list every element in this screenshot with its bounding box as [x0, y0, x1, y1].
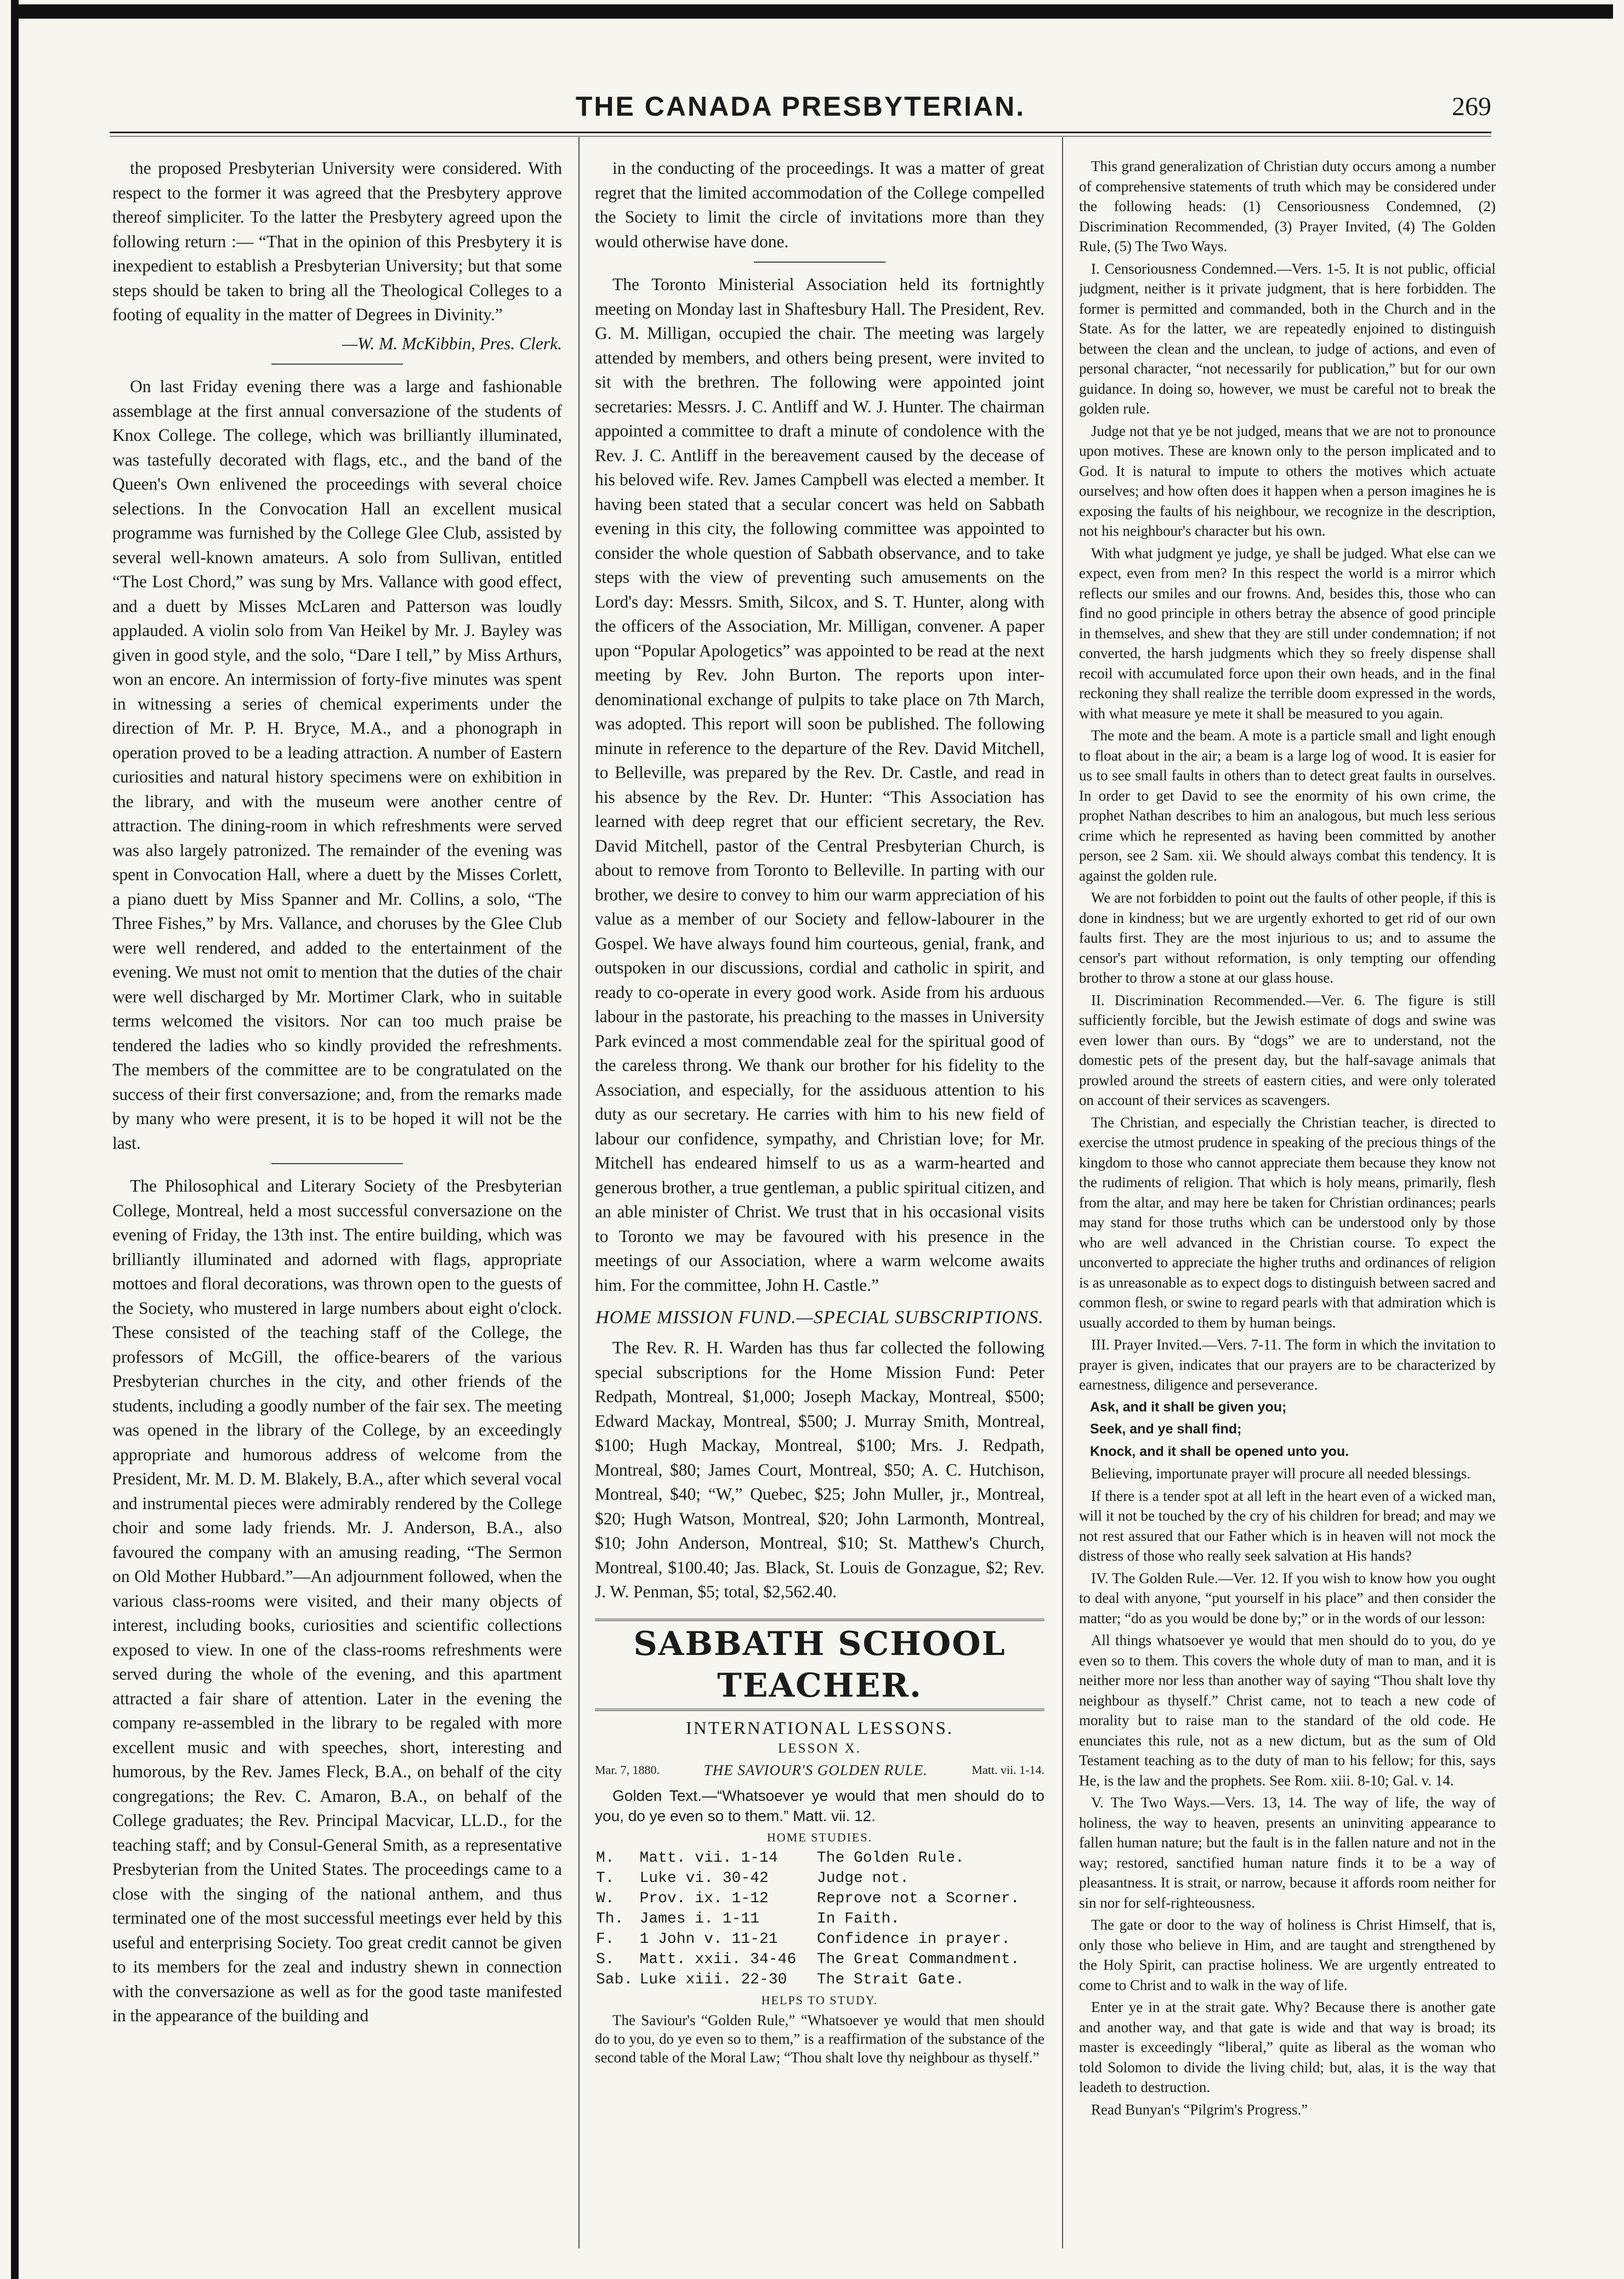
- study-day: Sab.: [596, 1971, 633, 1988]
- page-number: 269: [1452, 92, 1491, 121]
- column-3: [1079, 156, 1496, 2262]
- article-divider: [754, 262, 885, 263]
- believing-prayer-paragraph: Believing, importunate prayer will procure all needed blessings.: [1091, 1465, 1471, 1482]
- study-reference: Matt. xxii. 34-46: [639, 1951, 797, 1968]
- study-day: Th.: [596, 1910, 624, 1927]
- christian-teacher-paragraph: The Christian, and especially the Christian teacher, is directed to exercise the utmost prudence in speaking of the precious things of the kingdom to those who cannot appreciate them because they know not the rudiments of religion. That which is holy means, primarily, flesh from the altar, and may here be taken for Christian ordinances; pearls may stand for those truths which can be understood only by those who are well advanced in the Christian course. To expect the unconverted to appreciate the higher truths and ordinances of religion is as unreasonable as to expect dogs to distinguish between sacred and common flesh, or swine to regard pearls with that admiration which is usually accorded to them by human beings.: [1079, 1114, 1496, 1331]
- lesson-title-line: [595, 1762, 1044, 1779]
- study-topic: Judge not.: [816, 1869, 909, 1887]
- study-reference: Luke xiii. 22-30: [639, 1971, 787, 1988]
- judge-not-paragraph: Judge not that ye be not judged, means that we are not to pronounce upon motives. These are known only to the person implicated and to God. It is natural to impute to others the motives which actuate ourselves; and how often does it happen when a person imagines he is exposing the faults of his neighbour, we recognize in the description, not his neighbour's character but his own.: [1079, 422, 1496, 539]
- prayer-invited-paragraph: III. Prayer Invited.—Vers. 7-11. The form in which the invitation to prayer is given, indicates that our prayers are to be characterized by earnestness, diligence and perseverance.: [1079, 1336, 1496, 1393]
- study-reference: Matt. vii. 1-14: [639, 1849, 778, 1867]
- lesson-number: LESSON X.: [777, 1741, 861, 1756]
- study-reference: Prov. ix. 1-12: [639, 1890, 769, 1907]
- column-separator: [578, 137, 580, 2248]
- home-studies-heading: HOME STUDIES.: [766, 1830, 873, 1844]
- table-row: [595, 1889, 1044, 1909]
- article-knox-college-paragraph: On last Friday evening there was a large and fashionable assemblage at the first annual conversazione of the students of Knox College. The college, which was brilliantly illuminated, was tastefully decorated with flags, etc., and the band of the Queen's Own enlivened the proceedings with several choice selections. In the Convocation Hall an excellent musical programme was furnished by the College Glee Club, assisted by several well-known amateurs. A solo from Sullivan, entitled “The Lost Chord,” was sung by Mrs. Vallance with good effect, and a duett by Misses McLaren and Patterson was loudly applauded. A violin solo from Van Heikel by Mr. J. Bayley was given in good style, and the solo, “Dare I tell,” by Miss Arthurs, won an encore. An intermission of forty-five minutes was spent in witnessing a series of chemical experiments under the direction of Mr. P. H. Bryce, M.A., and a phonograph in operation proved to be a leading attraction. A number of Eastern curiosities and natural history specimens were on exhibition in the library, and with the museum were another centre of attraction. The dining-room in which refreshments were served was also largely patronized. The remainder of the evening was spent in Convocation Hall, where a duett by the Misses Corlett, a piano duett by Miss Spanner and Mr. Collins, a solo, “The Three Fishes,” by Mrs. Vallance, and choruses by the Glee Club were well rendered, and added to the entertainment of the evening. We must not omit to mention that the duties of the chair were well discharged by Mr. Mortimer Clark, who in suitable terms welcomed the visitors. Nor can too much praise be tendered the ladies who so kindly provided the refreshments. The members of the committee are to be congratulated on the success of their first conversazione; and, from the remarks made by many who were present, it is to be hoped it will not be the last.: [112, 377, 562, 1153]
- scan-edge: [11, 0, 19, 2279]
- table-row: [595, 1949, 1044, 1970]
- article-divider: [271, 1163, 403, 1164]
- mote-and-beam-paragraph: The mote and the beam. A mote is a particle small and light enough to float about in the air; a beam is a large log of wood. It is easier for us to see small faults in others than to detect great faults in ourselves. In order to get David to see the enormity of his own crime, the prophet Nathan describes to him an analogous, but much less serious crime which he represented as having been committed by another person, see 2 Sam. xii. We should always combat this tendency. It is against the golden rule.: [1079, 727, 1496, 884]
- study-reference: Luke vi. 30-42: [639, 1869, 769, 1887]
- table-row: [595, 1929, 1044, 1949]
- study-topic: The Strait Gate.: [816, 1971, 964, 1988]
- gate-paragraph: The gate or door to the way of holiness is Christ Himself, that is, only those who believe in Him, and are taught and strengthened by the Holy Spirit, can practise holiness. We are urgently entreated to come to Christ and to walk in the way of life.: [1079, 1917, 1496, 1993]
- study-day: W.: [596, 1890, 615, 1907]
- discrimination-paragraph: II. Discrimination Recommended.—Ver. 6. The figure is still sufficiently forcible, but the Jewish estimate of dogs and swine was even lower than ours. By “dogs” we are to understand, not the domestic pets of the present day, but the half-savage animals that prowled around the streets of eastern cities, and were only tolerated on account of their services as scavengers.: [1079, 991, 1496, 1108]
- study-topic: The Golden Rule.: [816, 1849, 964, 1867]
- lesson-date: Mar. 7, 1880.: [595, 1763, 660, 1777]
- header-rule: [110, 132, 1491, 133]
- lesson-reference: Matt. vii. 1-14.: [972, 1763, 1044, 1777]
- section-heading-home-mission: HOME MISSION FUND.—SPECIAL SUBSCRIPTIONS.: [595, 1307, 1044, 1328]
- strait-gate-paragraph: Enter ye in at the strait gate. Why? Because there is another gate and another way, and that gate is wide and that way is broad; its master is exceedingly “liberal,” quite as liberal as the woman who told Solomon to divide the living child; but, alas, it is the way that leadeth to destruction.: [1079, 1999, 1496, 2095]
- verse-line: Knock, and it shall be opened unto you.: [1090, 1443, 1349, 1459]
- article-ministerial-association-paragraph: The Toronto Ministerial Association held its fortnightly meeting on Monday last in Shaftesbury Hall. The President, Rev. G. M. Milligan, occupied the chair. The meeting was largely attended by members, and others being present, were invited to sit with the brethren. The following were appointed joint secretaries: Messrs. J. C. Antliff and W. J. Hunter. The chairman appointed a committee to draft a minute of condolence with the Rev. J. C. Antliff in the bereavement caused by the decease of his beloved wife. Rev. James Campbell was elected a member. It having been stated that a secular concert was held on Sabbath evening in this city, the following committee was appointed to consider the whole question of Sabbath observance, and to take steps with the view of preventing such amusements on the Lord's day: Messrs. Smith, Silcox, and S. T. Hunter, along with the officers of the Association, Mr. Milligan, convener. A paper upon “Popular Apologetics” was appointed to be read at the next meeting by Rev. John Burton. The reports upon inter-denominational exchange of pulpits to take place on 7th March, was adopted. This report will soon be published. The following minute in reference to the departure of the Rev. David Mitchell, to Belleville, was prepared by the Rev. Dr. Castle, and read in his absence by the Rev. Dr. Hunter: “This Association has learned with deep regret that our efficient secretary, the Rev. David Mitchell, pastor of the Central Presbyterian Church, is about to remove from Toronto to Belleville. In parting with our brother, we desire to convey to him our warm appreciation of his value as a member of our Society and fellow-labourer in the Gospel. We have always found him courteous, genial, frank, and outspoken in our discussions, cordial and catholic in spirit, and ready to co-operate in every good work. Aside from his arduous labour in the pastorate, his preaching to the masses in University Park evinced a most commendable zeal for the spiritual good of the careless throng. We thank our brother for his fidelity to the Association, and especially, for the assiduous attention to his duty as our secretary. He carries with him to his new field of labour our confidence, sympathy, and Christian love; for Mr. Mitchell has endeared himself to us as a warm-hearted and generous brother, a true gentleman, a public spiritual citizen, and an able minister of Christ. We trust that in his occasional visits to Toronto we may be favoured with his presence in the meetings of our Association, where a warm welcome awaits him. For the committee, John H. Castle.”: [595, 275, 1044, 1295]
- column-1: [112, 156, 562, 2262]
- lesson-title: THE SAVIOUR'S GOLDEN RULE.: [703, 1761, 928, 1778]
- golden-text: Golden Text.—“Whatsoever ye would that men should do to you, do ye even so to them.” Matt. vii. 12.: [595, 1787, 1044, 1824]
- newspaper-title: THE CANADA PRESBYTERIAN.: [575, 91, 1026, 122]
- lesson-intro-paragraph: This grand generalization of Christian duty occurs among a number of comprehensive statements of truth which may be considered under the following heads: (1) Censoriousness Condemned, (2) Discrimination Recommended, (3) Prayer Invited, (4) The Golden Rule, (5) The Two Ways.: [1079, 158, 1496, 254]
- verse-line: Ask, and it shall be given you;: [1090, 1399, 1287, 1415]
- article-divider: [271, 364, 403, 365]
- article-presbytery-paragraph: the proposed Presbyterian University were considered. With respect to the former it was agreed that the Presbytery approve thereof simpliciter. To the latter the Presbytery agreed upon the following return :— “That in the opinion of this Presbytery it is inexpedient to establish a Presbyterian University; but that some steps should be taken to bring all the Theological Colleges to a footing of equality in the matter of Degrees in Divinity.”: [112, 158, 562, 324]
- study-reference: 1 John v. 11-21: [639, 1930, 778, 1948]
- two-ways-paragraph: V. The Two Ways.—Vers. 13, 14. The way of life, the way of holiness, the way to heaven, presents an uninviting appearance to fallen human nature; but the fault is in the fallen nature and not in the way; restored, sanctified human nature finds it to be a way of pleasantness. It is strait, or narrow, because it affords room neither for sin nor for self-righteousness.: [1079, 1794, 1496, 1911]
- helps-to-study-heading: HELPS TO STUDY.: [761, 1993, 878, 2007]
- article-continued-paragraph: in the conducting of the proceedings. It was a matter of great regret that the limited accommodation of the College compelled the Society to limit the circle of invitations more than they would otherwise have done.: [595, 158, 1044, 251]
- study-topic: The Great Commandment.: [816, 1951, 1020, 1968]
- scan-top-bar: [11, 4, 1613, 19]
- study-topic: Confidence in prayer.: [816, 1930, 1010, 1948]
- column-2: [595, 156, 1044, 2262]
- faults-paragraph: We are not forbidden to point out the faults of other people, if this is done in kindness; but we are urgently exhorted to get rid of our own faults first. They are the most injurious to us; and to assume the censor's part without reformation, is only tempting our offending brother to throw a stone at our glass house.: [1079, 889, 1496, 986]
- tender-spot-paragraph: If there is a tender spot at all left in the heart even of a wicked man, will it not be touched by the cry of his children for bread; and may we not rest assured that our Father which is in heaven will not mock the distress of those who really seek salvation at His hands?: [1079, 1487, 1496, 1564]
- table-row: [595, 1909, 1044, 1929]
- verse-line: Seek, and ye shall find;: [1090, 1421, 1242, 1437]
- study-day: T.: [596, 1869, 615, 1887]
- page-header: [110, 90, 1491, 129]
- study-topic: In Faith.: [816, 1910, 900, 1927]
- study-day: M.: [596, 1849, 615, 1867]
- study-day: S.: [596, 1951, 615, 1968]
- study-reference: James i. 1-11: [639, 1910, 759, 1927]
- censoriousness-paragraph: I. Censoriousness Condemned.—Vers. 1-5. It is not public, official judgment, neither is it private judgment, that is here forbidden. The former is permitted and commanded, both in the Church and in the State. As for the latter, we are repeatedly enjoined to distinguish between the clean and the unclean, to judge of actions, and even of personal character, “not necessarily for publication,” but for our own guidance. In doing so, however, we must be careful not to break the golden rule.: [1079, 260, 1496, 417]
- home-studies-table: [595, 1848, 1044, 1990]
- table-row: [595, 1848, 1044, 1868]
- international-lessons-heading: INTERNATIONAL LESSONS.: [685, 1718, 954, 1738]
- article-montreal-society-paragraph: The Philosophical and Literary Society of the Presbyterian College, Montreal, held a most successful conversazione on the evening of Friday, the 13th inst. The entire building, which was brilliantly illuminated and adorned with flags, appropriate mottoes and floral decorations, was thrown open to the guests of the Society, who mustered in large numbers about eight o'clock. These consisted of the teaching staff of the College, the professors of McGill, the office-bearers of the various Presbyterian churches in the city, and other friends of the students, including a goodly number of the fair sex. The meeting was opened in the library of the College, by an exceedingly appropriate and humorous address of welcome from the President, Mr. M. D. M. Blakely, B.A., after which several vocal and instrumental pieces were admirably rendered by the College choir and some lady friends. Mr. J. Anderson, B.A., also favoured the company with an amusing reading, “The Sermon on Old Mother Hubbard.”—An adjournment followed, when the various class-rooms were visited, and their many objects of interest, including books, curiosities and scientific collections exposed to view. In one of the class-rooms refreshments were served during the whole of the evening, and this apartment attracted a fair share of attention. Later in the evening the company re-assembled in the library to be regaled with more excellent music and with speeches, short, interesting and humorous, by the Rev. James Fleck, B.A., on behalf of the city congregations; the Rev. C. Amaron, B.A., on behalf of the College graduates; the Rev. Principal Macvicar, LL.D., for the teaching staff; and by Consul-General Smith, as a representative Presbyterian from the United States. The proceedings came to a close with the singing of the national anthem, and thus terminated one of the most successful meetings ever held by this useful and enterprising Society. Too great credit cannot be given to its members for the zeal and industry shewn in connection with the conversazione as well as for the good taste manifested in the appearance of the building and: [112, 1176, 562, 2025]
- read-bunyan-paragraph: Read Bunyan's “Pilgrim's Progress.”: [1091, 2101, 1308, 2118]
- table-row: [595, 1868, 1044, 1889]
- column-separator: [1062, 137, 1063, 2248]
- sabbath-school-banner: SABBATH SCHOOL TEACHER.: [595, 1619, 1044, 1711]
- with-what-judgment-paragraph: With what judgment ye judge, ye shall be judged. What else can we expect, even from men? In this respect the world is a mirror which reflects our smiles and our frowns. And, besides this, those who can find no good principle in others betray the absence of good principle in themselves, and shew that they are still under condemnation; if not converted, the harsh judgments which they so freely dispense shall recoil with accumulated force upon their own heads, and in the final reckoning they shall realize the terrible doom expressed in the words, with what measure ye mete it shall be measured to you again.: [1079, 545, 1496, 722]
- header-rule-thin: [110, 136, 1491, 137]
- article-subscriptions-paragraph: The Rev. R. H. Warden has thus far collected the following special subscriptions for the Home Mission Fund: Peter Redpath, Montreal, $1,000; Joseph Mackay, Montreal, $500; Edward Mackay, Montreal, $500; J. Murray Smith, Montreal, $100; Hugh Mackay, Montreal, $100; Mrs. J. Redpath, Montreal, $80; James Court, Montreal, $50; A. C. Hutchison, Montreal, $40; “W,” Quebec, $25; John Muller, jr., Montreal, $20; Hugh Watson, Montreal, $20; John Larmonth, Montreal, $10; John Anderson, Montreal, $10; St. Matthew's Church, Montreal, $100.40; Jas. Black, St. Louis de Gonzague, $2; Rev. J. W. Penman, $5; total, $2,562.40.: [595, 1338, 1044, 1601]
- golden-rule-paragraph: IV. The Golden Rule.—Ver. 12. If you wish to know how you ought to deal with anyone, “put yourself in his place” and then consider the matter; “do as you would be done by;” or in the words of our lesson:: [1079, 1569, 1496, 1626]
- study-day: F.: [596, 1930, 615, 1948]
- helps-to-study-paragraph: The Saviour's “Golden Rule,” “Whatsoever ye would that men should do to you, do ye even so to them,” is a reaffirmation of the substance of the second table of the Moral Law; “Thou shalt love thy neighbour as thyself.”: [595, 2011, 1044, 2066]
- article-signature: —W. M. McKibbin, Pres. Clerk.: [342, 333, 562, 353]
- table-row: [595, 1970, 1044, 1990]
- study-topic: Reprove not a Scorner.: [816, 1890, 1020, 1907]
- all-things-paragraph: All things whatsoever ye would that men should do to you, do ye even so to them. This covers the whole duty of man to man, and it is neither more nor less than another way of saying “Thou shalt love thy neighbour as thyself.” Christ came, not to teach a new code of morality but to raise man to the standard of the old code. He enunciates this rule, not as a new dictum, but as the sum of Old Testament teaching as to the duty of man to his fellow; for this, says He, is the law and the prophets. See Rom. xiii. 8-10; Gal. v. 14.: [1079, 1632, 1496, 1789]
